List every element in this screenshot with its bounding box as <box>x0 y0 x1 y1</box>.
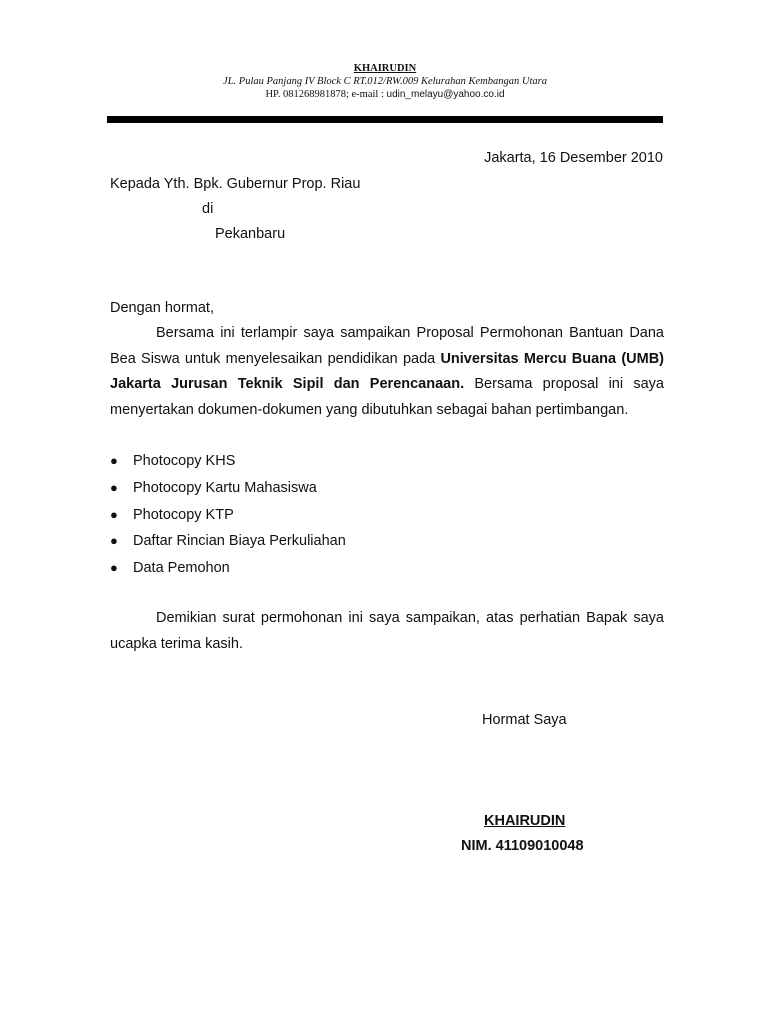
para1-text-start: Bersama ini terlampir saya sampaikan Proposal Permohonan Bantuan Dana Bea Siswa untuk menyelesaikan pendidikan pada <box>110 325 664 367</box>
bullet-icon: ● <box>110 506 118 522</box>
attachment-label: Data Pemohon <box>133 560 230 577</box>
signer-name: KHAIRUDIN <box>484 813 566 829</box>
letterhead-name: KHAIRUDIN <box>353 63 417 74</box>
list-item <box>110 555 346 582</box>
para1-text-end: Bersama proposal ini saya menyertakan dokumen-dokumen yang dibutuhkan sebagai bahan pertimbangan. <box>110 376 664 418</box>
body-paragraph-2 <box>110 606 664 657</box>
signer-nim: NIM. 41109010048 <box>461 838 584 854</box>
bullet-icon: ● <box>110 479 118 495</box>
para2-text: Demikian surat permohonan ini saya sampaikan, atas perhatian Bapak saya ucapka terima kasih. <box>110 610 664 652</box>
closing: Hormat Saya <box>482 712 567 728</box>
letterhead-address: JL. Pulau Panjang IV Block C RT.012/RW.009 Kelurahan Kembangan Utara <box>223 76 547 87</box>
letterhead-phone: HP. 081268981878; e-mail : <box>265 89 387 100</box>
university-name: Universitas Mercu Buana (UMB) Jakarta Jurusan Teknik Sipil dan Perencanaan. <box>110 350 664 392</box>
list-item <box>110 475 346 502</box>
place-date: Jakarta, 16 Desember 2010 <box>484 150 663 166</box>
recipient-city: Pekanbaru <box>215 226 286 242</box>
letterhead-divider <box>107 116 663 123</box>
list-item <box>110 502 346 529</box>
attachment-label: Daftar Rincian Biaya Perkuliahan <box>133 533 346 550</box>
recipient: Kepada Yth. Bpk. Gubernur Prop. Riau <box>110 176 361 192</box>
letterhead-contact <box>107 88 663 101</box>
letterhead-email: udin_melayu@yahoo.co.id <box>386 89 505 100</box>
recipient-di: di <box>202 201 214 217</box>
attachment-label: Photocopy KTP <box>133 506 234 523</box>
attachment-label: Photocopy KHS <box>133 453 236 469</box>
attachment-list <box>110 448 346 582</box>
bullet-icon: ● <box>110 560 118 576</box>
bullet-icon: ● <box>110 533 118 549</box>
greeting: Dengan hormat, <box>110 300 214 316</box>
list-item <box>110 448 346 475</box>
list-item <box>110 528 346 555</box>
letterhead <box>107 62 663 101</box>
bullet-icon: ● <box>110 453 118 468</box>
body-paragraph-1 <box>110 321 664 423</box>
attachment-label: Photocopy Kartu Mahasiswa <box>133 479 317 496</box>
